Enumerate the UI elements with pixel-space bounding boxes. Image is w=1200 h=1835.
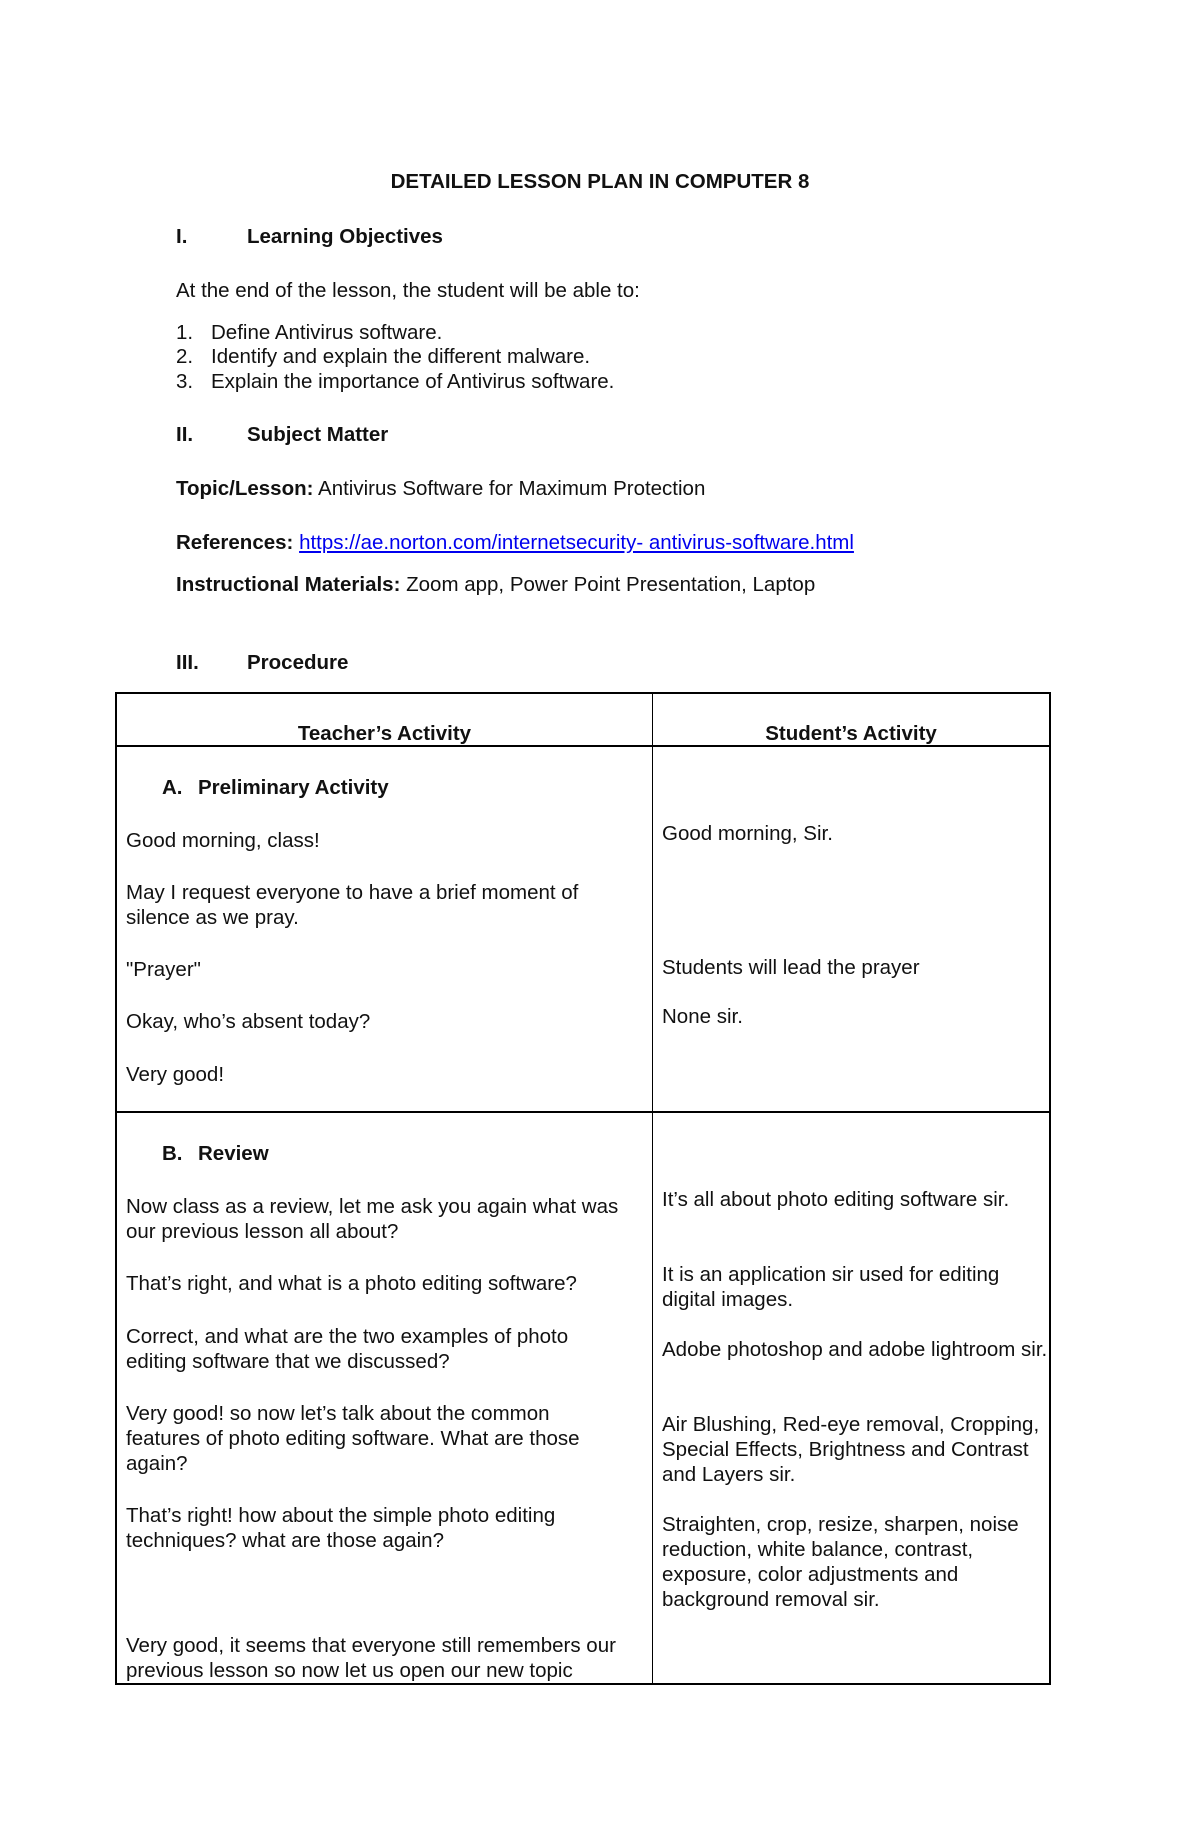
student-line: Straighten, crop, resize, sharpen, noise reduction, white balance, contrast, exposure, color adjustments and background removal sir. (662, 1513, 1019, 1611)
materials-label: Instructional Materials: (176, 573, 401, 596)
review-title: Review (198, 1142, 269, 1165)
section-2-heading: Subject Matter (247, 423, 389, 446)
teacher-line: Very good! (126, 1063, 225, 1086)
materials-value: Zoom app, Power Point Presentation, Laptop (406, 573, 816, 596)
objective-item (176, 345, 590, 369)
teacher-line: May I request everyone to have a brief moment of silence as we pray. (126, 881, 579, 929)
table-row-divider (115, 1111, 1051, 1113)
teacher-line: Good morning, class! (126, 829, 320, 852)
objective-item (176, 321, 442, 345)
preliminary-title: Preliminary Activity (198, 776, 389, 799)
references-label: References: (176, 531, 294, 554)
table-border-left (115, 692, 117, 1685)
section-1-numeral: I. (176, 225, 188, 248)
teacher-line: "Prayer" (126, 958, 201, 981)
student-line: It is an application sir used for editing digital images. (662, 1263, 1000, 1311)
teacher-line: Correct, and what are the two examples of photo editing software that we discussed? (126, 1325, 569, 1373)
teacher-line: Very good, it seems that everyone still remembers our previous lesson so now let us open our new topic (126, 1634, 616, 1682)
teacher-line: Very good! so now let’s talk about the common features of photo editing software. What are those again? (126, 1402, 580, 1475)
review-heading (162, 1142, 269, 1166)
objective-text: Define Antivirus software. (211, 321, 443, 344)
references-link[interactable]: https://ae.norton.com/internetsecurity- antivirus-software.html (299, 531, 854, 554)
section-2-numeral: II. (176, 423, 194, 446)
objective-item (176, 370, 614, 394)
teacher-line: Now class as a review, let me ask you again what was our previous lesson all about? (126, 1195, 619, 1243)
student-line: Adobe photoshop and adobe lightroom sir. (662, 1338, 1048, 1361)
objective-number: 1. (176, 321, 194, 344)
student-line: Good morning, Sir. (662, 822, 833, 845)
topic-label: Topic/Lesson: (176, 477, 314, 500)
materials-line (176, 573, 815, 597)
document-title: DETAILED LESSON PLAN IN COMPUTER 8 (390, 170, 810, 193)
section-1-heading: Learning Objectives (247, 225, 443, 248)
topic-line (176, 477, 705, 501)
section-3-numeral: III. (176, 651, 199, 674)
references-line (176, 531, 854, 555)
preliminary-activity-heading (162, 776, 389, 800)
table-border-top (115, 692, 1051, 694)
teacher-line: Okay, who’s absent today? (126, 1010, 371, 1033)
teacher-line: That’s right! how about the simple photo editing techniques? what are those again? (126, 1504, 556, 1552)
student-line: Students will lead the prayer (662, 956, 920, 979)
table-border-bottom (115, 1683, 1051, 1685)
topic-value: Antivirus Software for Maximum Protection (318, 477, 706, 500)
objective-number: 2. (176, 345, 194, 368)
section-3-heading: Procedure (247, 651, 349, 674)
preliminary-letter: A. (162, 776, 183, 799)
review-letter: B. (162, 1142, 183, 1165)
student-line: Air Blushing, Red-eye removal, Cropping, Special Effects, Brightness and Contrast and Layers sir. (662, 1413, 1040, 1486)
header-teacher-activity: Teacher’s Activity (297, 722, 472, 745)
objective-number: 3. (176, 370, 194, 393)
table-column-divider (652, 692, 653, 1685)
objectives-intro: At the end of the lesson, the student will be able to: (176, 279, 640, 302)
objective-text: Explain the importance of Antivirus software. (211, 370, 615, 393)
student-line: It’s all about photo editing software sir. (662, 1188, 1010, 1211)
teacher-line: That’s right, and what is a photo editing software? (126, 1272, 577, 1295)
objective-text: Identify and explain the different malware. (211, 345, 591, 368)
header-student-activity: Student’s Activity (765, 722, 937, 745)
student-line: None sir. (662, 1005, 743, 1028)
